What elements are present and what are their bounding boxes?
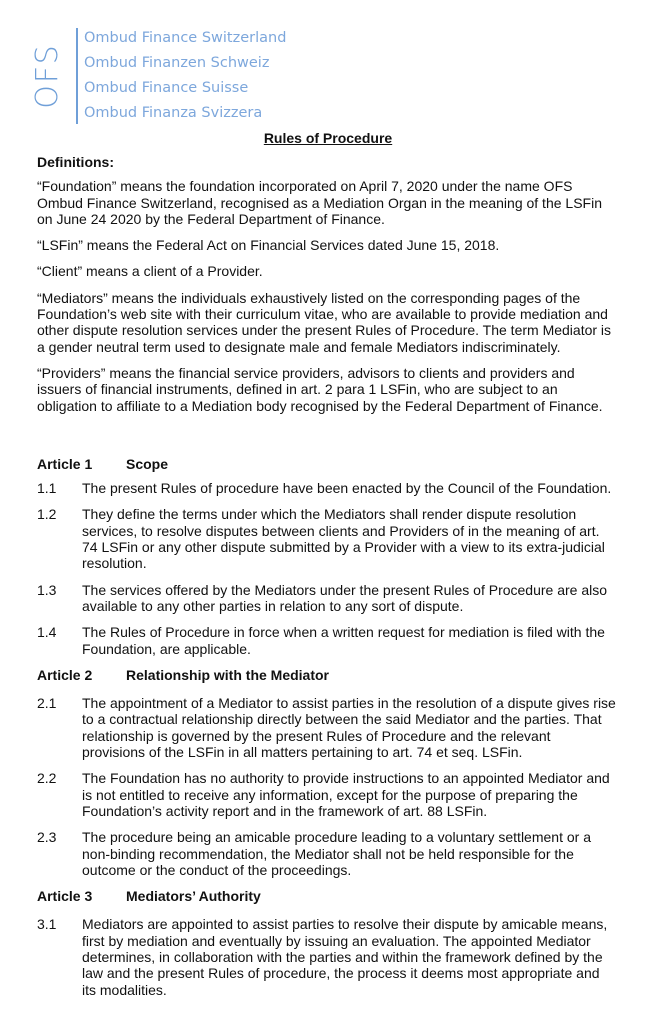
ofs-logo bbox=[30, 26, 294, 126]
clause-2-3: 2.3 The procedure being an amicable procedure leading to a voluntary settlement or a non-binding recommendation, the Mediator shall not be held responsible for the outcome or the conduct of the proceedings. bbox=[37, 829, 591, 878]
definitions-heading: Definitions: bbox=[37, 154, 114, 170]
clause-2-2: 2.2 The Foundation has no authority to provide instructions to an appointed Mediator and is not entitled to receive any information, except for the purpose of preparing the Foundation’s activity report and in the framework of art. 88 LSFin. bbox=[37, 770, 610, 819]
logo-acronym: OFS bbox=[30, 43, 65, 109]
logo-line-de: Ombud Finanzen Schweiz bbox=[84, 55, 270, 71]
article-1-heading: Article 1 Scope bbox=[37, 455, 169, 472]
clause-1-2: 1.2 They define the terms under which the Mediators shall render dispute resolution services, to resolve disputes between clients and Providers of in the meaning of art. 74 LSFin or any other dispute submitted by a Provider with a view to its extra-judicial resolution. bbox=[37, 506, 605, 572]
logo-divider bbox=[76, 28, 78, 124]
definition-lsfin: “LSFin” means the Federal Act on Financial Services dated June 15, 2018. bbox=[37, 237, 500, 254]
logo-line-fr: Ombud Finance Suisse bbox=[84, 80, 249, 96]
clause-2-1: 2.1 The appointment of a Mediator to assist parties in the resolution of a dispute gives rise to a contractual relationship directly between the said Mediator and the parties. That relationship is governed by the present Rules of Procedure and the relevant provisions of the LSFin in all matters pertaining to art. 74 et seq. LSFin. bbox=[37, 695, 616, 761]
clause-3-1: 3.1 Mediators are appointed to assist parties to resolve their dispute by amicable means, first by mediation and eventually by issuing an evaluation. The appointed Mediator determines, in collaboration with the parties and within the framework defined by the law and the present Rules of procedure, the process it deems most appropriate and its modalities. bbox=[37, 916, 608, 998]
article-2-heading: Article 2 Relationship with the Mediator bbox=[37, 666, 330, 683]
logo-names bbox=[84, 26, 286, 126]
definition-providers: “Providers” means the financial service providers, advisors to clients and providers and issuers of financial instruments, defined in art. 2 para 1 LSFin, who are subject to an obligation to affiliate to a Mediation body recognised by the Federal Department of Finance. bbox=[37, 364, 603, 414]
document-title: Rules of Procedure bbox=[263, 130, 393, 146]
logo-line-it: Ombud Finanza Svizzera bbox=[84, 105, 263, 121]
logo-line-en: Ombud Finance Switzerland bbox=[84, 30, 287, 46]
article-3-heading: Article 3 Mediators’ Authority bbox=[37, 888, 261, 905]
definition-client: “Client” means a client of a Provider. bbox=[37, 263, 263, 280]
definition-mediators: “Mediators” means the individuals exhaustively listed on the corresponding pages of the Foundation’s web site with their curriculum vitae, who are available to provide mediation and other dispute resolution services under the present Rules of Procedure. The term Mediator is a gender neutral term used to designate male and female Mediators indiscriminately. bbox=[37, 289, 612, 355]
clause-1-1: 1.1 The present Rules of procedure have been enacted by the Council of the Foundation. bbox=[37, 480, 612, 497]
document-body bbox=[37, 154, 617, 1008]
definition-foundation: “Foundation” means the foundation incorporated on April 7, 2020 under the name OFS Ombud Finance Switzerland, recognised as a Mediation Organ in the meaning of the LSFin on June 24 2020 by the Federal Department of Finance. bbox=[37, 178, 602, 227]
clause-1-4: 1.4 The Rules of Procedure in force when a written request for mediation is filed with the Foundation, are applicable. bbox=[37, 624, 605, 657]
clause-1-3: 1.3 The services offered by the Mediators under the present Rules of Procedure are also available to any other parties in relation to any sort of dispute. bbox=[37, 581, 608, 614]
